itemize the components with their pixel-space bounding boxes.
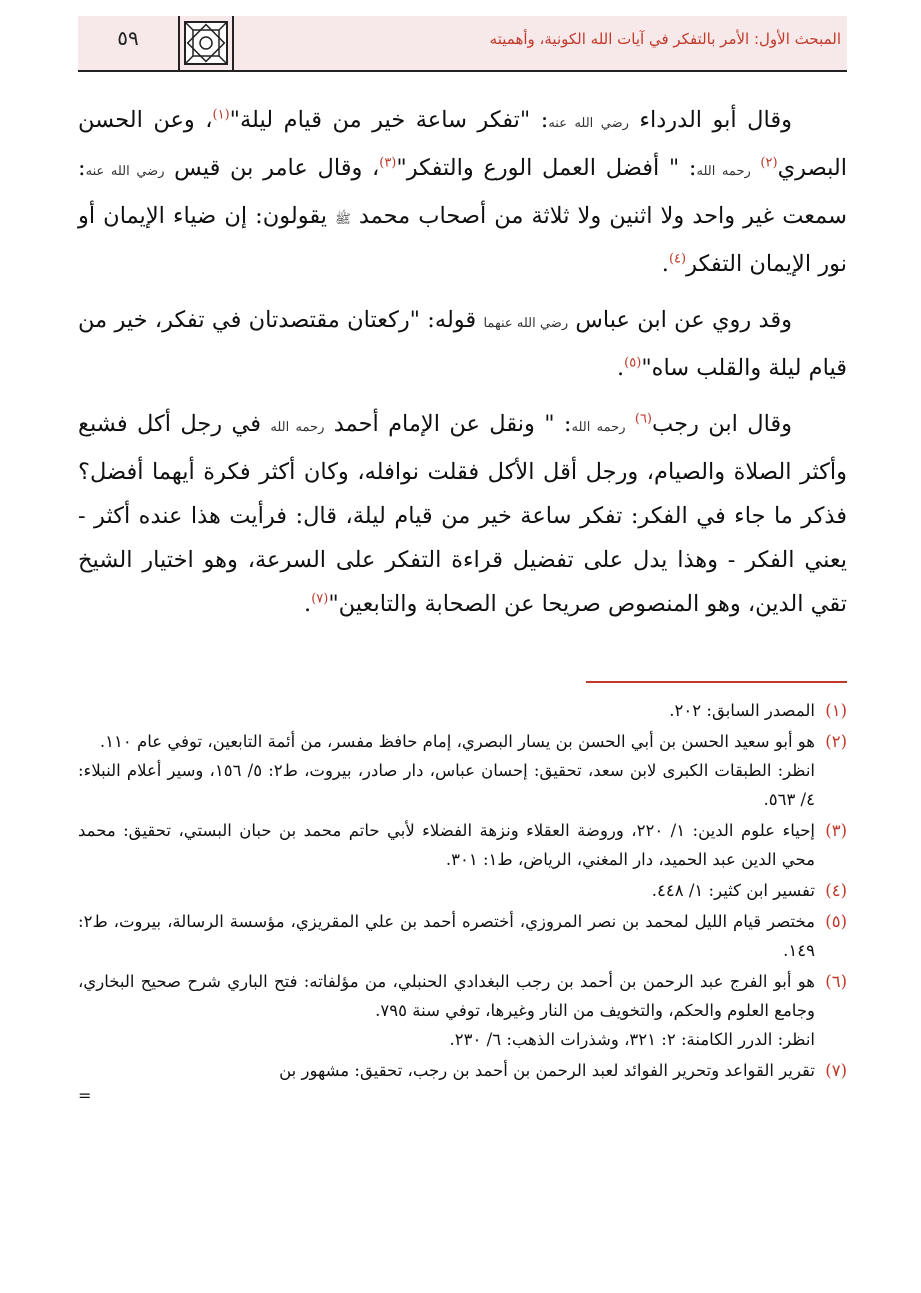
footnote-number: (٧) <box>825 1061 847 1080</box>
footnote-item <box>78 727 847 814</box>
continuation-mark: = <box>78 1086 92 1105</box>
footnote-text: هو أبو الفرج عبد الرحمن بن أحمد بن رجب البغدادي الحنبلي، من مؤلفاته: فتح الباري شرح صحيح البخاري، وجامع العلوم والحكم، والتخويف من النار وغيرها، توفي سنة ٧٩٥. <box>78 972 815 1020</box>
footnote-text: تقرير القواعد وتحرير الفوائد لعبد الرحمن بن أحمد بن رجب، تحقيق: مشهور بن <box>279 1061 815 1080</box>
footnote-subtext: انظر: الدرر الكامنة: ٢: ٣٢١، وشذرات الذهب: ٦/ ٢٣٠. <box>449 1030 815 1049</box>
footnote-text: تفسير ابن كثير: ١/ ٤٤٨. <box>651 881 815 900</box>
geometric-star-ornament-icon <box>178 16 234 70</box>
honorific: رحمه الله <box>696 164 751 179</box>
footnote-ref[interactable]: (٢) <box>760 155 778 171</box>
honorific: رضي الله عنه <box>85 164 165 179</box>
honorific: ﷺ <box>335 212 351 227</box>
footnote-item <box>78 907 847 965</box>
paragraph-2: وقد روي عن ابن عباس رضي الله عنهما قوله: "ركعتان مقتصدتان في تفكر، خير من قيام ليلة والقلب ساه"$^{(٥)}$. <box>78 307 847 381</box>
footnote-text: إحياء علوم الدين: ١/ ٢٢٠، وروضة العقلاء ونزهة الفضلاء لأبي حاتم محمد بن حبان البستي، تحقيق: محمد محي الدين عبد الحميد، دار المغني، الرياض، ط١: ٣٠١. <box>78 821 815 869</box>
footnote-number: (١) <box>825 701 847 720</box>
honorific: رحمه الله <box>270 420 325 435</box>
footnote-text: مختصر قيام الليل لمحمد بن نصر المروزي، أختصره أحمد بن علي المقريزي، مؤسسة الرسالة، بيروت، ط٢: ١٤٩. <box>78 912 815 960</box>
footnote-text: المصدر السابق: ٢٠٢. <box>669 701 815 720</box>
footnote-text: هو أبو سعيد الحسن بن أبي الحسن بن يسار البصري، إمام حافظ مفسر، من أئمة التابعين، توفي عام ١١٠. <box>99 732 815 751</box>
footnote-number: (٥) <box>825 912 847 931</box>
honorific: رحمه الله <box>571 420 626 435</box>
footnote-item <box>78 967 847 1054</box>
footnote-ref[interactable]: (٥) <box>624 355 642 371</box>
footnotes <box>78 696 847 1105</box>
footnote-item <box>78 816 847 874</box>
footnote-separator <box>586 681 847 683</box>
paragraph-1: وقال أبو الدرداء رضي الله عنه: "تفكر ساعة خير من قيام ليلة"$^{(١)}$، وعن الحسن البصري$^{(٢)}$ رحمه الله: " أفضل العمل الورع والتفكر"$^{(٣)}$، وقال عامر بن قيس رضي الله عنه: سمعت غير واحد ولا اثنين ولا ثلاثة من أصحاب محمد ﷺ يقولون: إن ضياء الإيمان أو نور الإيمان التفكر$^{(٤)}$. <box>78 107 848 277</box>
footnote-ref[interactable]: (٦) <box>634 411 652 427</box>
page-header <box>78 16 847 72</box>
footnote-subtext: انظر: الطبقات الكبرى لابن سعد، تحقيق: إحسان عباس، دار صادر، بيروت، ط٢: ٥/ ١٥٦، وسير أعلام النبلاء: ٤/ ٥٦٣. <box>78 761 815 809</box>
paragraph-3: وقال ابن رجب$^{(٦)}$ رحمه الله: " ونقل عن الإمام أحمد رحمه الله في رجل أكل فشبع وأكثر الصلاة والصيام، ورجل أقل الأكل فقلت نوافله، وكان أكثر فكرة أيهما أفضل؟ فذكر ما جاء في الفكر: تفكر ساعة خير من قيام ليلة، قال: فرأيت هذا عنده أكثر - يعني الفكر - وهذا يدل على تفضيل قراءة التفكر على السرعة، وهو اختيار الشيخ تقي الدين، وهو المنصوص صريحا عن الصحابة والتابعين"$^{(٧)}$. <box>78 411 847 617</box>
chapter-title: المبحث الأول: الأمر بالتفكر في آيات الله الكونية، وأهميته <box>489 30 841 48</box>
footnote-ref[interactable]: (٤) <box>668 251 687 267</box>
honorific: رضي الله عنهما <box>483 316 569 331</box>
honorific: رضي الله عنه <box>548 116 629 131</box>
footnote-item <box>78 1056 847 1085</box>
footnote-number: (٤) <box>825 881 847 900</box>
footnote-number: (٦) <box>825 972 847 991</box>
footnote-item <box>78 876 847 905</box>
footnote-ref[interactable]: (٣) <box>379 155 397 171</box>
main-text <box>78 98 847 638</box>
page-number: ٥٩ <box>117 26 139 50</box>
footnote-ref[interactable]: (١) <box>212 107 230 123</box>
footnote-number: (٢) <box>825 732 847 751</box>
footnote-item <box>78 696 847 725</box>
footnote-number: (٣) <box>825 821 847 840</box>
footnote-ref[interactable]: (٧) <box>311 591 329 607</box>
